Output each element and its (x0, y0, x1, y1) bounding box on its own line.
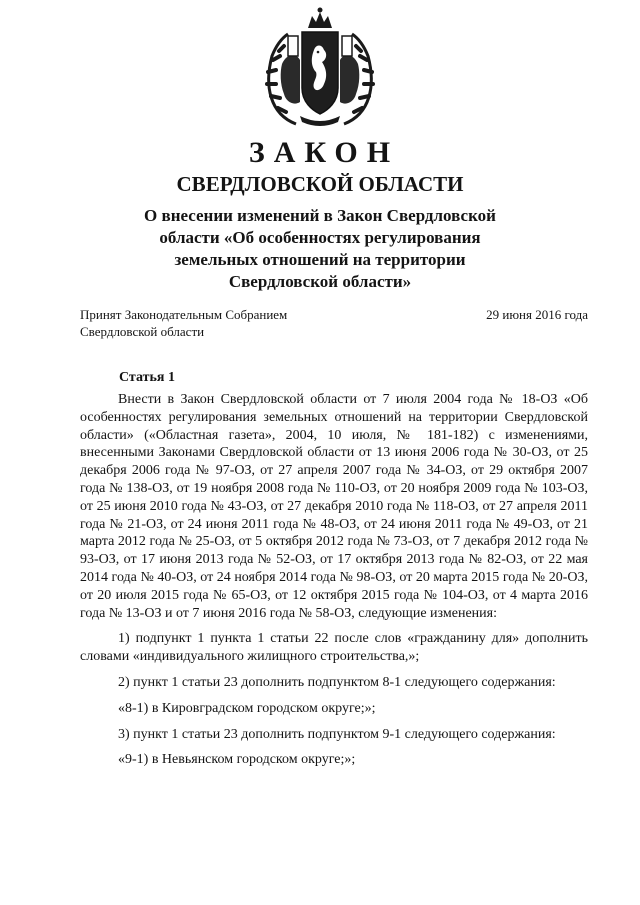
adopted-by (80, 306, 380, 340)
amendment-item: «9-1) в Невьянском городском округе;»; (118, 752, 356, 768)
amendment-item: 3) пункт 1 статьи 23 дополнить подпунктом 9-1 следующего содержания: (118, 726, 556, 742)
adopted-by-line: Принят Законодательным Собранием (80, 307, 288, 322)
coat-of-arms-emblem (256, 6, 384, 130)
document-title: ЗАКОН (248, 136, 400, 169)
law-heading-line: О внесении изменений в Закон Свердловской (144, 206, 496, 225)
law-heading-line: земельных отношений на территории (174, 250, 466, 269)
adopted-by-line: Свердловской области (80, 324, 205, 339)
law-heading (120, 205, 520, 293)
adoption-date: 29 июня 2016 года (486, 307, 588, 322)
amendment-item: 1) подпункт 1 пункта 1 статьи 22 после слов «гражданину для» дополнить словами «индивидуального жилищного строительства,»; (80, 631, 588, 665)
amendment-item: 2) пункт 1 статьи 23 дополнить подпунктом 8-1 следующего содержания: (118, 674, 556, 690)
amendment-item: «8-1) в Кировградском городском округе;»; (118, 700, 376, 716)
law-heading-line: Свердловской области» (228, 272, 412, 291)
article-intro-paragraph: Внести в Закон Свердловской области от 7 июля 2004 года № 18-ОЗ «Об особенностях регулирования земельных отношений на территории Свердловской области» («Областная газета», 2004, 10 июля, № 181-182) с изменениями, внесенными Законами Свердловской области от 13 июня 2006 года № 30-ОЗ, от 25 декабря 2006 года № 97-ОЗ, от 27 апреля 2007 года № 34-ОЗ, от 29 октября 2007 года № 138-ОЗ, от 19 ноября 2008 года № 110-ОЗ, от 20 ноября 2009 года № 103-ОЗ, от 25 июня 2010 года № 43-ОЗ, от 27 декабря 2010 года № 118-ОЗ, от 27 апреля 2011 года № 21-ОЗ, от 24 июня 2011 года № 48-ОЗ, от 24 июня 2011 года № 49-ОЗ, от 21 марта 2012 года № 25-ОЗ, от 5 октября 2012 года № 73-ОЗ, от 7 декабря 2012 года № 93-ОЗ, от 17 июня 2013 года № 52-ОЗ, от 17 октября 2013 года № 82-ОЗ, от 22 мая 2014 года № 40-ОЗ, от 24 ноября 2014 года № 98-ОЗ, от 20 марта 2015 года № 20-ОЗ, от 20 июля 2015 года № 65-ОЗ, от 12 октября 2015 года № 104-ОЗ, от 4 марта 2016 года № 13-ОЗ и от 7 июня 2016 года № 58-ОЗ, следующие изменения: (80, 392, 588, 621)
document-region: СВЕРДЛОВСКОЙ ОБЛАСТИ (176, 172, 464, 196)
law-heading-line: области «Об особенностях регулирования (159, 228, 481, 247)
article-title: Статья 1 (119, 370, 175, 385)
article-body (80, 391, 588, 769)
